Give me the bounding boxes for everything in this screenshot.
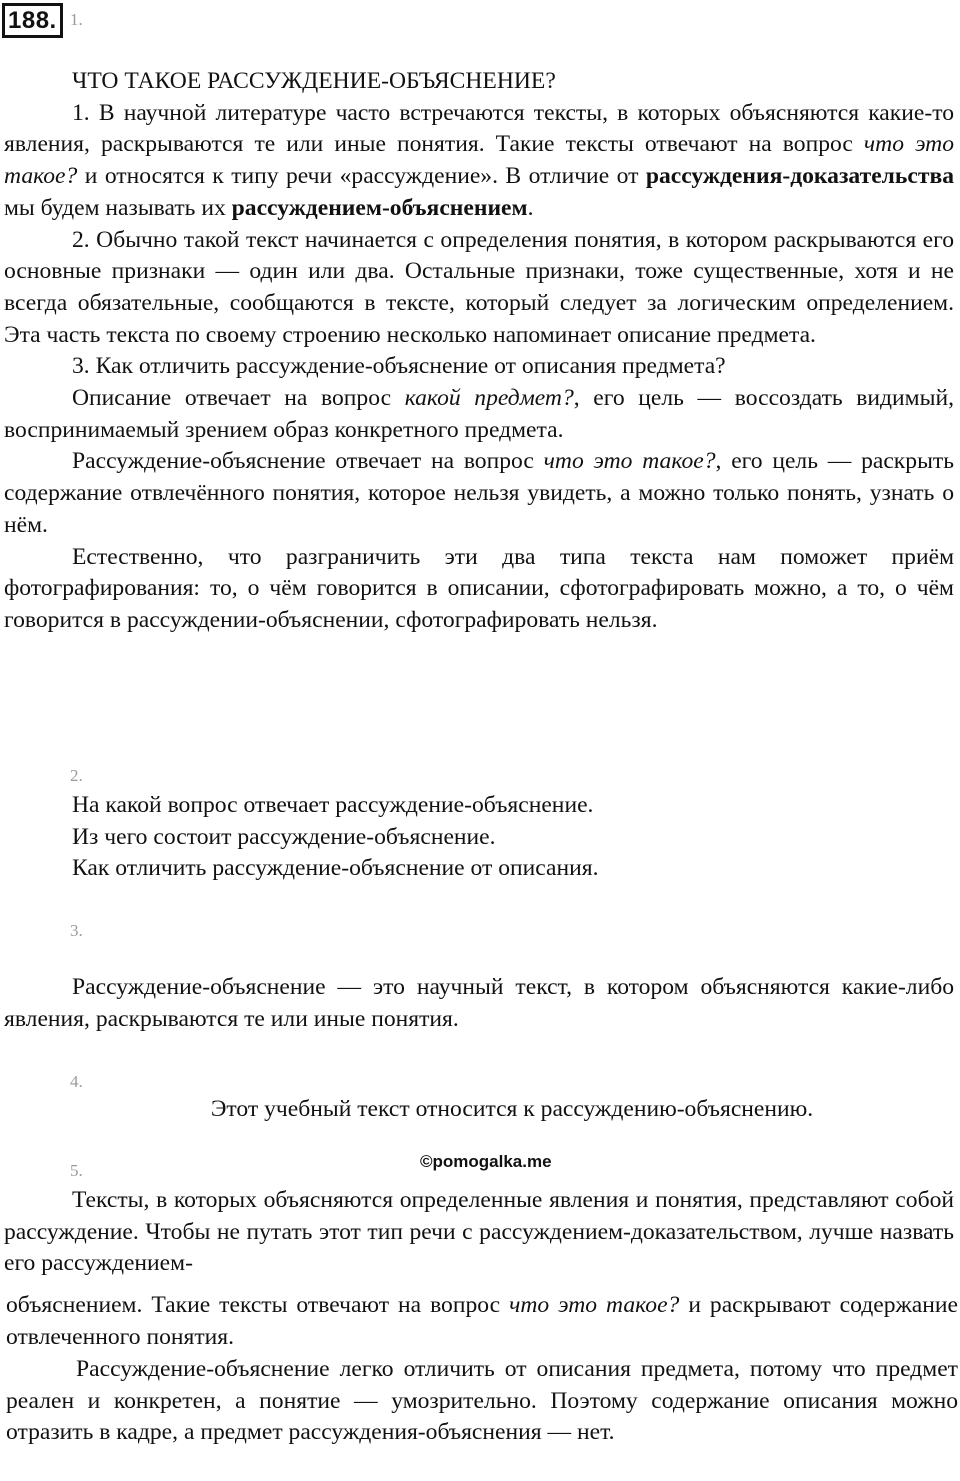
section-1-paragraph-3: 3. Как отличить рассуждение-объяснение от описания предмета?	[72, 353, 726, 380]
section-5-paragraph-3: Рассуждение-объяснение легко отличить от описания предмета, потому что предмет реален и конкретен, а понятие — умозрительно. Поэтому содержание описания можно отразить в кадре, а предмет рассуждения-объяснения — нет.	[6, 1356, 958, 1446]
section-5-paragraph-3-block	[6, 1354, 958, 1449]
section-marker-3: 3.	[70, 921, 83, 940]
question-line: Как отличить рассуждение-объяснение от описания.	[72, 855, 599, 882]
section-marker-4: 4.	[70, 1072, 83, 1091]
section-marker-1: 1.	[70, 10, 83, 29]
section-marker-5: 5.	[70, 1161, 83, 1180]
question-line: На какой вопрос отвечает рассуждение-объяснение.	[72, 792, 594, 818]
section-2-questions	[4, 790, 954, 885]
section-3-text	[4, 972, 954, 1035]
section-5-paragraph-2: объяснением. Такие тексты отвечают на вопрос что это такое? и раскрывают содержание отвлеченного понятия.	[6, 1292, 958, 1350]
question-line: Из чего состоит рассуждение-объяснение.	[72, 823, 496, 850]
section-4-text: Этот учебный текст относится к рассуждению-объяснению.	[210, 1096, 814, 1122]
section-5-paragraph-1: Тексты, в которых объясняются определенные явления и понятия, представляют собой рассуждение. Чтобы не путать этот тип речи с рассуждением-доказательством, лучше назвать его рассуждением-	[4, 1187, 954, 1277]
exercise-number-badge: 188.	[2, 3, 63, 38]
section-5-paragraph-1-block	[4, 1185, 954, 1280]
section-3-paragraph: Рассуждение-объяснение — это научный текст, в котором объясняются какие-либо явления, раскрываются те или иные понятия.	[4, 974, 954, 1032]
watermark: ©pomogalka.me	[420, 1152, 552, 1171]
section-1-text	[4, 66, 954, 637]
section-1-heading: ЧТО ТАКОЕ РАССУЖДЕНИЕ-ОБЪЯСНЕНИЕ?	[72, 68, 556, 94]
section-5-paragraph-2-block	[6, 1290, 958, 1353]
section-1-paragraph-4: Описание отвечает на вопрос какой предмет?, его цель — воссоздать видимый, воспринимаемый зрением образ конкретного предмета.	[4, 385, 954, 443]
section-1-paragraph-2: 2. Обычно такой текст начинается с определения понятия, в котором раскрываются его основные признаки — один или два. Остальные признаки, тоже существенные, хотя и не всегда обязательные, сообщаются в тексте, который следует за логическим определением. Эта часть текста по своему строению несколько напоминает описание предмета.	[4, 226, 954, 348]
section-1-paragraph-1: 1. В научной литературе часто встречаются тексты, в которых объясняются какие-то явления, раскрываются те или иные понятия. Такие тексты отвечают на вопрос что это такое? и относятся к типу речи «рассуждение». В отличие от рассуждения-доказательства мы будем называть их рассуждением-объяснением.	[4, 99, 955, 221]
section-1-paragraph-5: Рассуждение-объяснение отвечает на вопрос что это такое?, его цель — раскрыть содержание отвлечённого понятия, которое нельзя увидеть, а можно только понять, узнать о нём.	[4, 448, 954, 538]
section-1-paragraph-6: Естественно, что разграничить эти два типа текста нам поможет приём фотографирования: то, о чём говорится в описании, сфотографировать можно, а то, о чём говорится в рассуждении-объяснении, сфотографировать нельзя.	[4, 543, 954, 633]
section-marker-2: 2.	[70, 766, 83, 785]
